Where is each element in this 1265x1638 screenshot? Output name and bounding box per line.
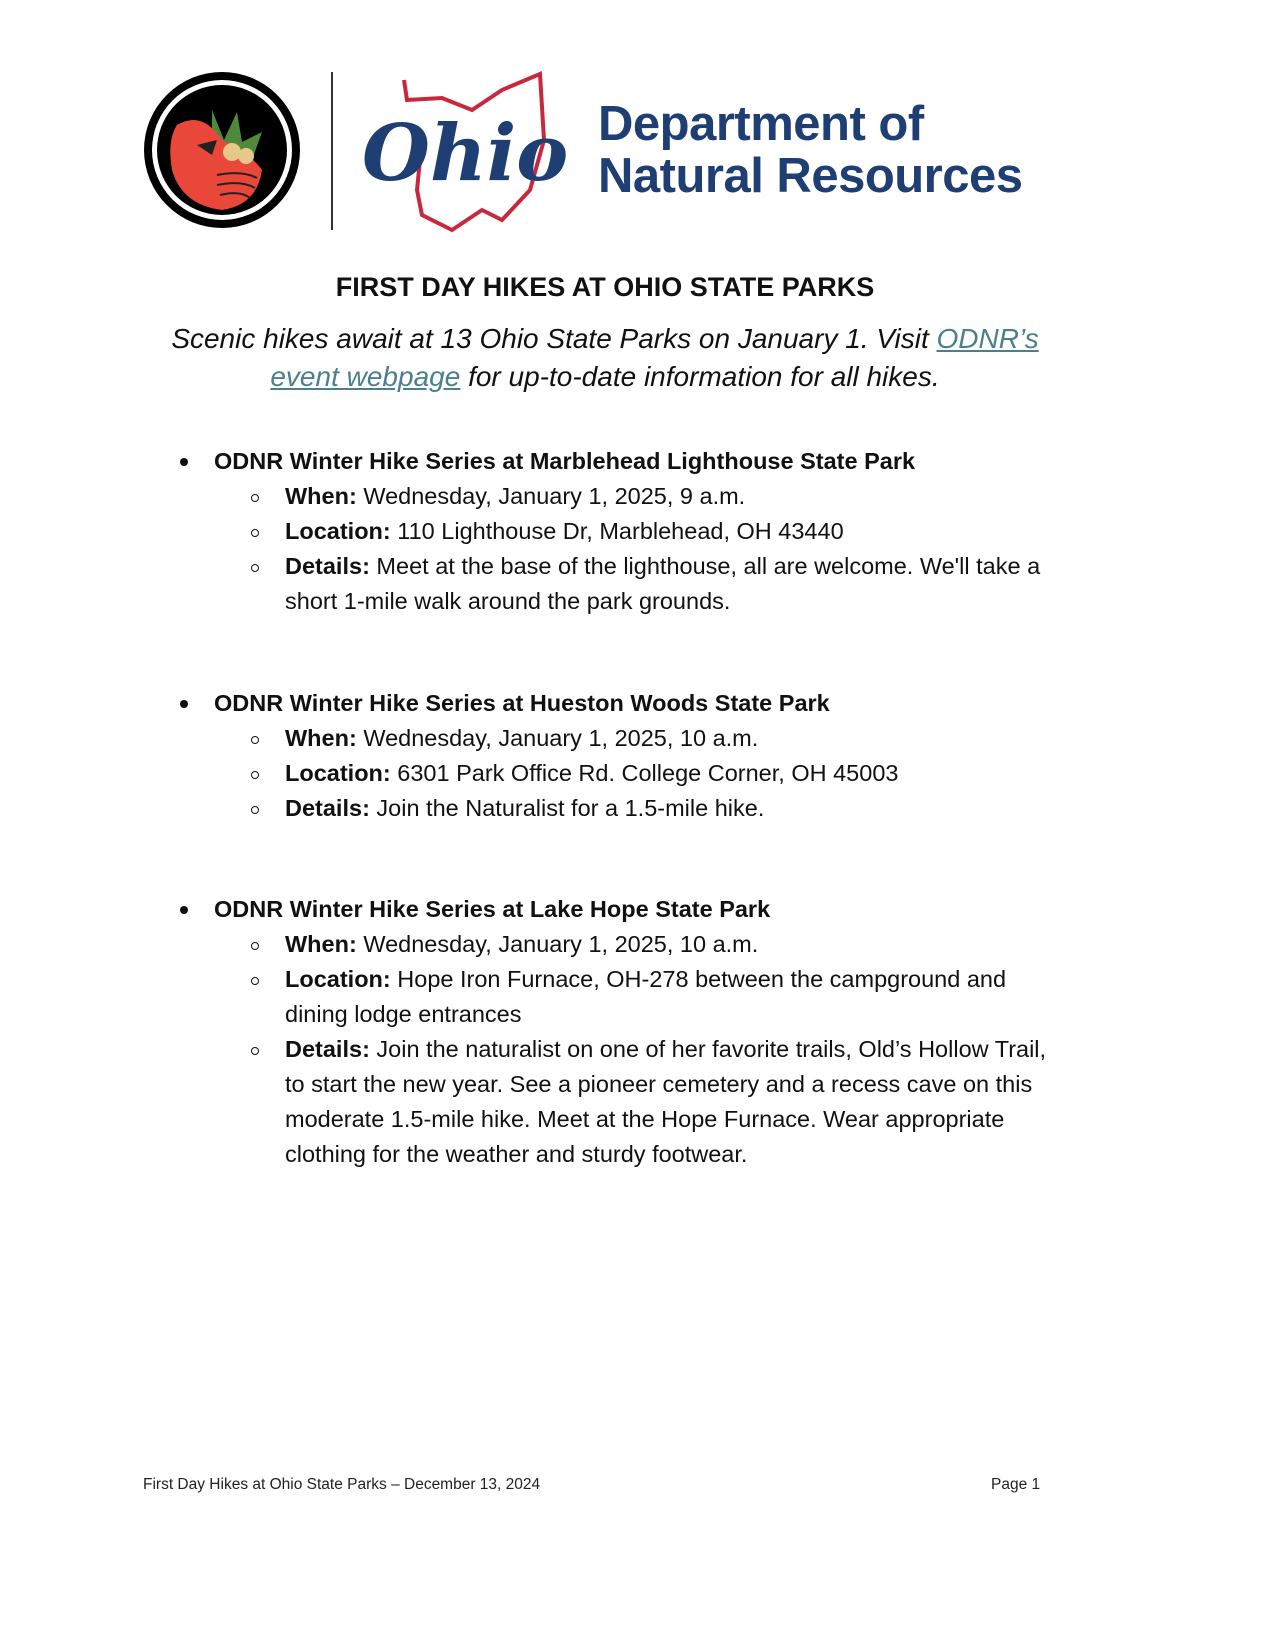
bullet-icon [180, 700, 188, 708]
bullet-icon [180, 458, 188, 466]
hike-when: When: Wednesday, January 1, 2025, 10 a.m. [0, 927, 1065, 962]
hike-when: When: Wednesday, January 1, 2025, 9 a.m. [0, 479, 1065, 514]
hike-location: Location: Hope Iron Furnace, OH-278 between the campground and dining lodge entrances [0, 962, 1065, 1032]
department-name [598, 98, 1023, 202]
hike-location: Location: 6301 Park Office Rd. College Corner, OH 45003 [0, 756, 1065, 791]
page-number: Page 1 [991, 1476, 1041, 1493]
hike-section [0, 892, 1265, 1172]
hike-location: Location: 110 Lighthouse Dr, Marblehead, OH 43440 [0, 514, 1065, 549]
logo-divider [331, 72, 333, 230]
department-line-2: Natural Resources [598, 149, 1023, 203]
circle-bullet-icon [251, 494, 259, 502]
cardinal-logo-icon [142, 70, 302, 235]
event-webpage-link[interactable]: ODNR’s event webpage [270, 323, 1039, 392]
hike-section [0, 444, 1265, 619]
hike-title: ODNR Winter Hike Series at Lake Hope State Park [0, 892, 1265, 927]
circle-bullet-icon [251, 771, 259, 779]
page-title: FIRST DAY HIKES AT OHIO STATE PARKS [335, 272, 875, 302]
subtitle [140, 320, 1070, 396]
circle-bullet-icon [251, 736, 259, 744]
circle-bullet-icon [251, 529, 259, 537]
circle-bullet-icon [251, 942, 259, 950]
subtitle-text-end: for up-to-date information for all hikes. [460, 361, 940, 392]
bullet-icon [180, 906, 188, 914]
hike-section [0, 686, 1265, 826]
department-line-1: Department of [598, 97, 924, 151]
hike-title: ODNR Winter Hike Series at Hueston Woods State Park [0, 686, 1265, 721]
hike-title: ODNR Winter Hike Series at Marblehead Lighthouse State Park [0, 444, 1265, 479]
circle-bullet-icon [251, 564, 259, 572]
circle-bullet-icon [251, 1047, 259, 1055]
hike-details: Details: Meet at the base of the lighthouse, all are welcome. We'll take a short 1-mile walk around the park grounds. [0, 549, 1065, 619]
hike-details: Details: Join the Naturalist for a 1.5-mile hike. [0, 791, 1065, 826]
hike-when: When: Wednesday, January 1, 2025, 10 a.m. [0, 721, 1065, 756]
ohio-logo [362, 70, 572, 240]
circle-bullet-icon [251, 977, 259, 985]
subtitle-text: Scenic hikes await at 13 Ohio State Parks on January 1. Visit [171, 323, 937, 354]
footer-left: First Day Hikes at Ohio State Parks – December 13, 2024 [143, 1476, 541, 1493]
svg-text:Ohio: Ohio [362, 108, 569, 199]
circle-bullet-icon [251, 806, 259, 814]
hike-details: Details: Join the naturalist on one of her favorite trails, Old’s Hollow Trail, to start the new year. See a pioneer cemetery and a recess cave on this moderate 1.5-mile hike. Meet at the Hope Furnace. Wear appropriate clothing for the weather and sturdy footwear. [0, 1032, 1065, 1172]
